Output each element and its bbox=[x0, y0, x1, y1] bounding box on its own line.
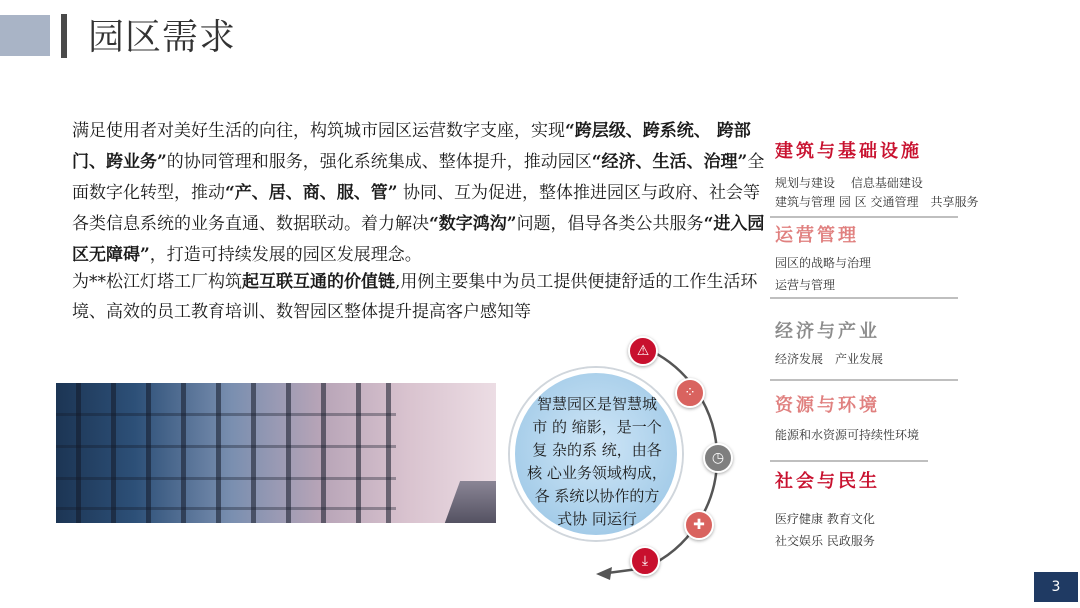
circle-line: 核 心业务领域构成， bbox=[527, 464, 667, 482]
category-title: 建筑与基础设施 bbox=[775, 141, 922, 162]
circle-line: 智慧园区是智慧城 bbox=[536, 395, 657, 413]
category-title: 经济与产业 bbox=[775, 321, 880, 342]
header-divider bbox=[61, 14, 67, 58]
building-photo bbox=[56, 383, 496, 523]
category-item: 医疗健康 教育文化 bbox=[775, 512, 875, 526]
intro-bold-4: “数字鸿沟” bbox=[429, 214, 517, 234]
category-item: 能源和水资源可持续性环境 bbox=[775, 428, 920, 442]
intro-bold-5: “进入园区无障碍” bbox=[72, 214, 765, 265]
category-society bbox=[775, 470, 1005, 552]
category-item: 运营与管理 bbox=[775, 278, 836, 292]
category-infrastructure bbox=[775, 140, 1005, 210]
header-accent-bar bbox=[0, 15, 50, 56]
category-item: 经济发展 产业发展 bbox=[775, 352, 884, 366]
circle-line: 市 的 缩影，是一个 bbox=[532, 418, 662, 436]
intro-text: 问题，倡导各类公共服务 bbox=[516, 214, 704, 234]
intro-bold-3: “产、居、商、服、管” bbox=[225, 183, 398, 203]
category-operations bbox=[775, 224, 1005, 296]
cross-icon: ✚ bbox=[684, 510, 714, 540]
intro-text: 的协同管理和服务，强化系统集成、整体提升，推动园区 bbox=[166, 152, 592, 172]
intro-text: 协同、互为促进，整体推进园区与政府、社会等各类信息系统的业务直通、数据联动。着力解决 bbox=[72, 183, 760, 234]
circle-line: 式协 同运行 bbox=[557, 510, 637, 528]
category-title: 运营管理 bbox=[775, 225, 859, 246]
category-divider bbox=[770, 379, 958, 381]
intro-bold-1: “跨层级、跨系统、 跨部门、跨业务” bbox=[72, 121, 751, 172]
intro-bold-2: “经济、生活、治理” bbox=[591, 152, 748, 172]
category-item: 社交娱乐 民政服务 bbox=[775, 534, 875, 548]
smart-park-description bbox=[527, 393, 667, 531]
category-divider bbox=[770, 297, 958, 299]
page-title: 园区需求 bbox=[88, 17, 237, 58]
category-title: 社会与民生 bbox=[775, 471, 880, 492]
category-environment bbox=[775, 394, 1005, 446]
para2-text: ,用例主要集中为员工提供便捷舒适的工作生活环境、高效的员工教育培训、数智园区整体提升提高客户感知等 bbox=[72, 272, 758, 322]
circle-line: 复 杂的系 统，由各 bbox=[532, 441, 662, 459]
para2-text: 为**松江灯塔工厂构筑 bbox=[72, 272, 242, 292]
clock-icon: ◷ bbox=[703, 443, 733, 473]
para2-bold: 起互联互通的价值链 bbox=[242, 272, 395, 292]
intro-paragraph bbox=[72, 116, 770, 271]
category-item: 园区的战略与治理 bbox=[775, 256, 872, 270]
category-title: 资源与环境 bbox=[775, 395, 880, 416]
category-divider bbox=[770, 460, 928, 462]
download-icon: ⤓ bbox=[630, 546, 660, 576]
intro-text: 全面数字化转型，推动 bbox=[72, 152, 765, 203]
intro-text: 满足使用者对美好生活的向往，构筑城市园区运营数字支座，实现 bbox=[72, 121, 565, 141]
category-item: 建筑与管理 园 区 交通管理 共享服务 bbox=[775, 195, 979, 209]
category-economy bbox=[775, 320, 1005, 370]
category-item: 规划与建设 信息基础建设 bbox=[775, 176, 923, 190]
value-chain-paragraph bbox=[72, 267, 770, 327]
category-divider bbox=[770, 216, 958, 218]
page-number: 3 bbox=[1034, 572, 1078, 602]
alert-triangle-icon: ⚠ bbox=[628, 336, 658, 366]
circle-line: 各 系统以协作的方 bbox=[534, 487, 660, 505]
grid-dots-icon: ⁘ bbox=[675, 378, 705, 408]
intro-text: ，打造可持续发展的园区发展理念。 bbox=[149, 245, 422, 265]
